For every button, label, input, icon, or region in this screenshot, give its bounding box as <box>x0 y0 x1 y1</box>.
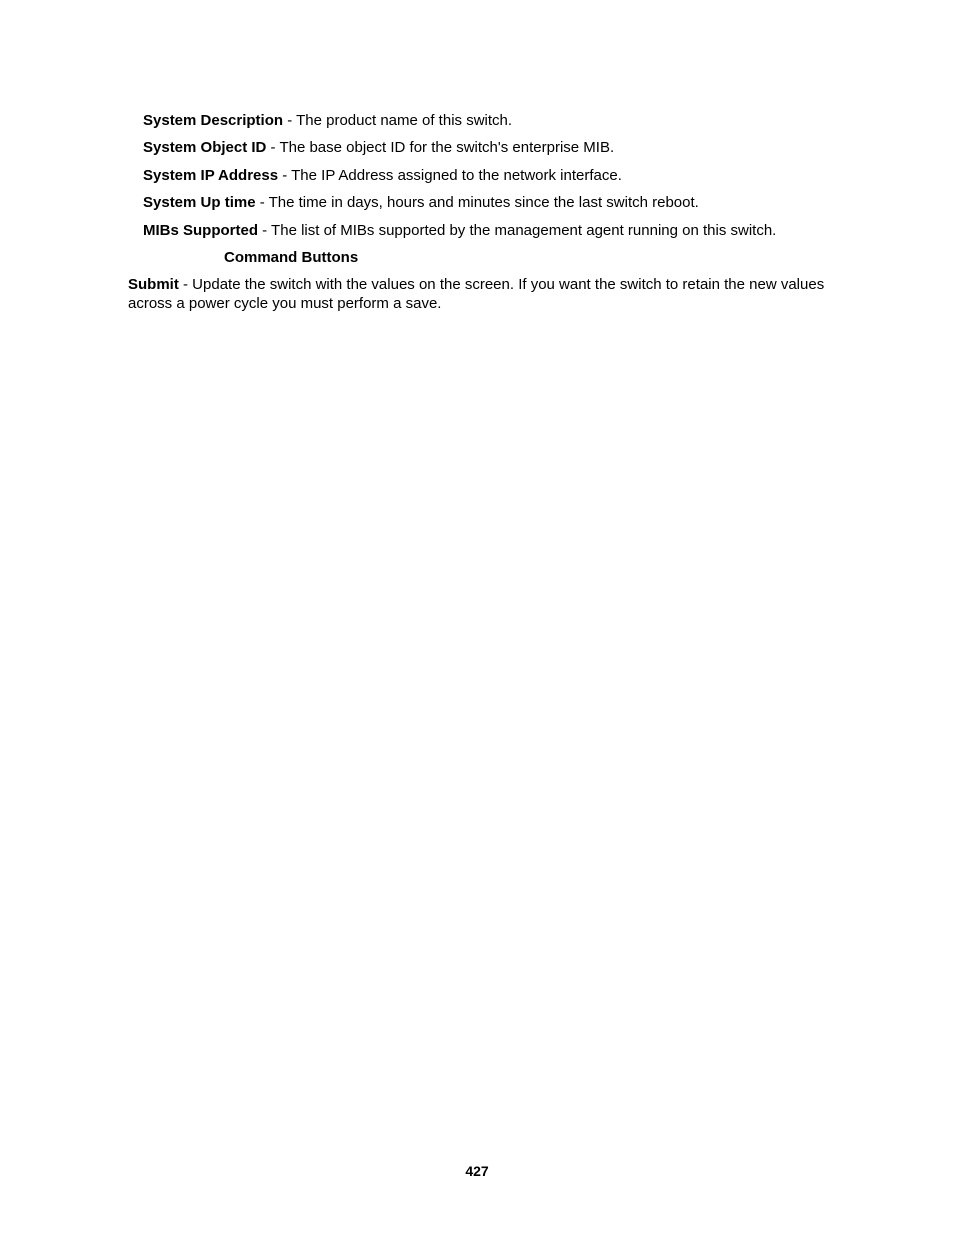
definition-term: System IP Address <box>143 166 279 184</box>
definition-mibs-supported <box>143 221 903 248</box>
definition-system-ip-address <box>143 166 903 193</box>
definition-term: System Description <box>143 112 284 129</box>
field-definition-list <box>143 111 903 248</box>
command-buttons-heading: Command Buttons <box>224 249 359 266</box>
definition-term: System Up time <box>143 194 256 212</box>
definition-term: MIBs Supported <box>143 221 258 239</box>
definition-term: System Object ID <box>143 139 267 157</box>
definition-text: - The time in days, hours and minutes since the last switch reboot. <box>255 194 699 212</box>
definition-system-object-id <box>143 138 903 165</box>
definition-term: Submit <box>128 276 179 293</box>
page-number: 427 <box>465 1163 489 1179</box>
definition-text: - The base object ID for the switch's enterprise MIB. <box>266 139 615 157</box>
definition-text: - The product name of this switch. <box>283 112 513 129</box>
submit-button-description <box>128 275 863 313</box>
definition-system-description <box>143 111 903 138</box>
definition-system-up-time <box>143 193 903 220</box>
definition-text: - Update the switch with the values on the screen. If you want the switch to retain the new values across a power cycle you must perform a save. <box>128 276 825 312</box>
definition-text: - The list of MIBs supported by the management agent running on this switch. <box>258 221 777 239</box>
definition-text: - The IP Address assigned to the network interface. <box>278 166 622 184</box>
